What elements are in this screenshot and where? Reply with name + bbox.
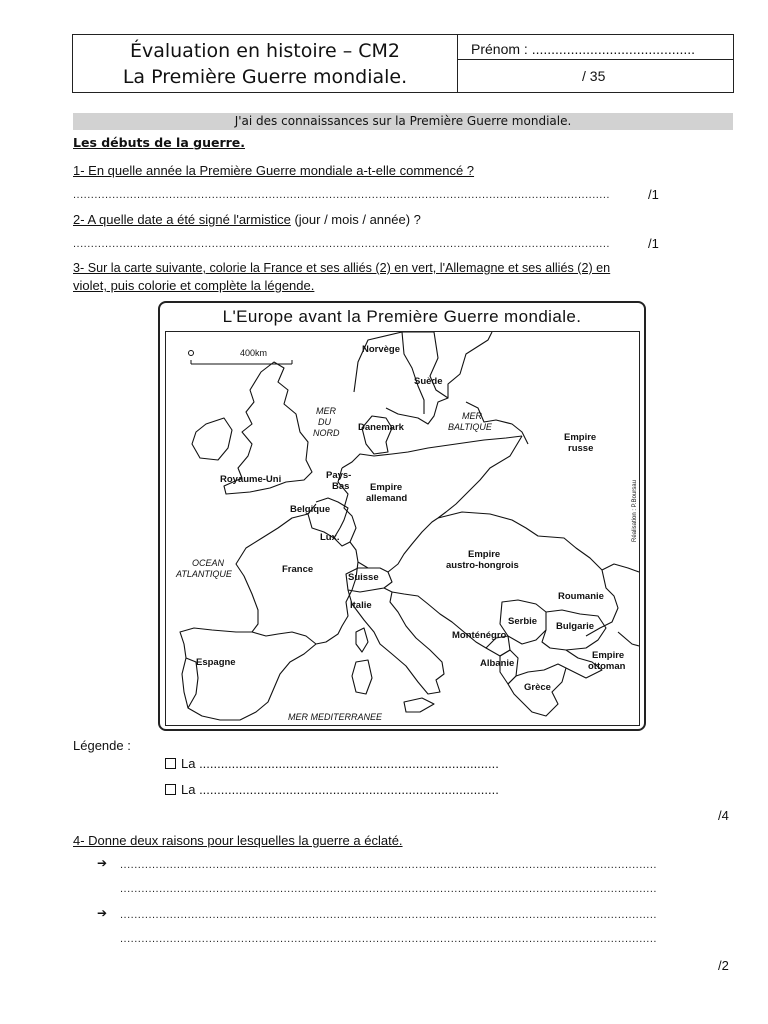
total-score: / 35 bbox=[582, 68, 606, 84]
label-empire-ottoman-1: Empire bbox=[592, 650, 625, 661]
label-espagne: Espagne bbox=[196, 657, 236, 668]
label-france: France bbox=[282, 564, 314, 575]
header-table bbox=[72, 34, 734, 93]
legend-item-1[interactable] bbox=[165, 756, 499, 771]
answer-line-4b[interactable]: ....................................................................................................................................................... bbox=[120, 883, 657, 895]
label-empire-austro-1: Empire bbox=[468, 549, 501, 560]
label-royaume-uni: Royaume-Uni bbox=[220, 474, 282, 485]
points-q2: /1 bbox=[648, 236, 659, 251]
label-empire-russe-2: russe bbox=[568, 443, 594, 454]
label-empire-ottoman-2: ottoman bbox=[588, 661, 626, 672]
label-pays-bas-2: Bas bbox=[332, 481, 350, 492]
corsica-outline bbox=[356, 628, 368, 652]
legend-checkbox-2[interactable] bbox=[165, 784, 176, 795]
label-mer-baltique-1: MER bbox=[462, 411, 482, 421]
legend-label: Légende : bbox=[73, 738, 131, 753]
label-mer-du-nord-2: DU bbox=[318, 417, 331, 427]
europe-map bbox=[158, 301, 646, 731]
prenom-field[interactable]: Prénom : .......................................... bbox=[471, 41, 696, 57]
france-coast bbox=[236, 514, 316, 644]
answer-line-4c[interactable]: ....................................................................................................................................................... bbox=[120, 909, 657, 921]
legend-item-2[interactable] bbox=[165, 782, 499, 797]
label-mer-baltique-2: BALTIQUE bbox=[448, 422, 492, 432]
label-italie: Italie bbox=[350, 600, 372, 611]
evaluation-title: Évaluation en histoire – CM2 bbox=[129, 40, 401, 62]
question-2 bbox=[73, 212, 421, 227]
scale-bar bbox=[189, 348, 293, 364]
answer-line-4d[interactable]: ....................................................................................................................................................... bbox=[120, 933, 657, 945]
label-danemark: Danemark bbox=[358, 422, 404, 433]
continent-north-coast bbox=[342, 436, 522, 468]
points-q4: /2 bbox=[718, 958, 729, 973]
label-empire-allemand-2: allemand bbox=[366, 493, 408, 504]
sardinia-outline bbox=[352, 660, 372, 694]
map-area[interactable] bbox=[165, 331, 640, 726]
question-4: 4- Donne deux raisons pour lesquelles la guerre a éclaté. bbox=[73, 833, 403, 848]
points-q1: /1 bbox=[648, 187, 659, 202]
norway-sweden-border bbox=[402, 332, 424, 414]
question-3-line1: 3- Sur la carte suivante, colorie la France et ses alliés (2) en vert, l'Allemagne et ses alliés (2) en bbox=[73, 261, 611, 275]
legend-item-2-text: La ................................................................................... bbox=[181, 782, 499, 797]
label-belgique: Belgique bbox=[290, 504, 331, 515]
label-mer-mediterranee: MER MEDITERRANEE bbox=[288, 712, 383, 722]
legend-checkbox-1[interactable] bbox=[165, 758, 176, 769]
label-empire-russe-1: Empire bbox=[564, 432, 597, 443]
black-sea-coast bbox=[602, 564, 639, 572]
sweden-south-coast bbox=[386, 398, 448, 424]
scandinavia-outline bbox=[354, 332, 492, 398]
arrow-icon: ➔ bbox=[97, 856, 108, 870]
label-montenegro: Monténégro bbox=[452, 630, 507, 641]
label-empire-austro-2: austro-hongrois bbox=[446, 560, 519, 571]
label-grece: Grèce bbox=[524, 682, 551, 693]
title-cell bbox=[73, 35, 458, 92]
label-serbie: Serbie bbox=[508, 616, 538, 627]
label-ocean-1: OCEAN bbox=[192, 558, 225, 568]
question-1: 1- En quelle année la Première Guerre mondiale a-t-elle commencé ? bbox=[73, 163, 475, 178]
label-bulgarie: Bulgarie bbox=[556, 621, 595, 632]
section-title: J'ai des connaissances sur la Première Guerre mondiale. bbox=[73, 113, 733, 130]
label-empire-allemand-1: Empire bbox=[370, 482, 403, 493]
score-box bbox=[458, 59, 733, 92]
black-sea-south bbox=[618, 632, 639, 646]
label-mer-du-nord-1: MER bbox=[316, 406, 336, 416]
sicily-outline bbox=[404, 698, 434, 712]
label-mer-du-nord-3: NORD bbox=[313, 428, 340, 438]
question-2-underlined: 2- A quelle date a été signé l'armistice bbox=[73, 212, 291, 227]
section-subtitle: Les débuts de la guerre. bbox=[73, 135, 246, 150]
question-2-rest: (jour / mois / année) ? bbox=[290, 212, 421, 227]
label-suede: Suède bbox=[414, 376, 443, 387]
label-suisse: Suisse bbox=[348, 572, 379, 583]
map-title: L'Europe avant la Première Guerre mondiale. bbox=[222, 307, 582, 326]
label-ocean-2: ATLANTIQUE bbox=[176, 569, 232, 579]
label-pays-bas-1: Pays- bbox=[326, 470, 352, 481]
answer-line-4a[interactable]: ....................................................................................................................................................... bbox=[120, 859, 657, 871]
answer-line-2[interactable]: ....................................................................................................................................................... bbox=[73, 238, 610, 250]
label-roumanie: Roumanie bbox=[558, 591, 604, 602]
answer-line-1[interactable]: ....................................................................................................................................................... bbox=[73, 189, 610, 201]
evaluation-subtitle: La Première Guerre mondiale. bbox=[122, 66, 408, 88]
arrow-icon: ➔ bbox=[97, 906, 108, 920]
points-q3: /4 bbox=[718, 808, 729, 823]
label-albanie: Albanie bbox=[480, 658, 515, 669]
label-norvege: Norvège bbox=[362, 344, 401, 355]
ireland-outline bbox=[192, 418, 232, 460]
scale-label: 400km bbox=[240, 348, 268, 358]
iberia-coast bbox=[180, 628, 316, 720]
russia-border bbox=[438, 436, 522, 518]
label-lux: Lux. bbox=[320, 532, 340, 543]
map-credit: Réalisation : P.Boursau bbox=[632, 480, 638, 542]
germany-austria-border bbox=[388, 518, 438, 572]
legend-item-1-text: La ................................................................................... bbox=[181, 756, 499, 771]
question-3-line2: violet, puis colorie et complète la légende. bbox=[73, 278, 315, 293]
map-svg bbox=[166, 332, 639, 725]
